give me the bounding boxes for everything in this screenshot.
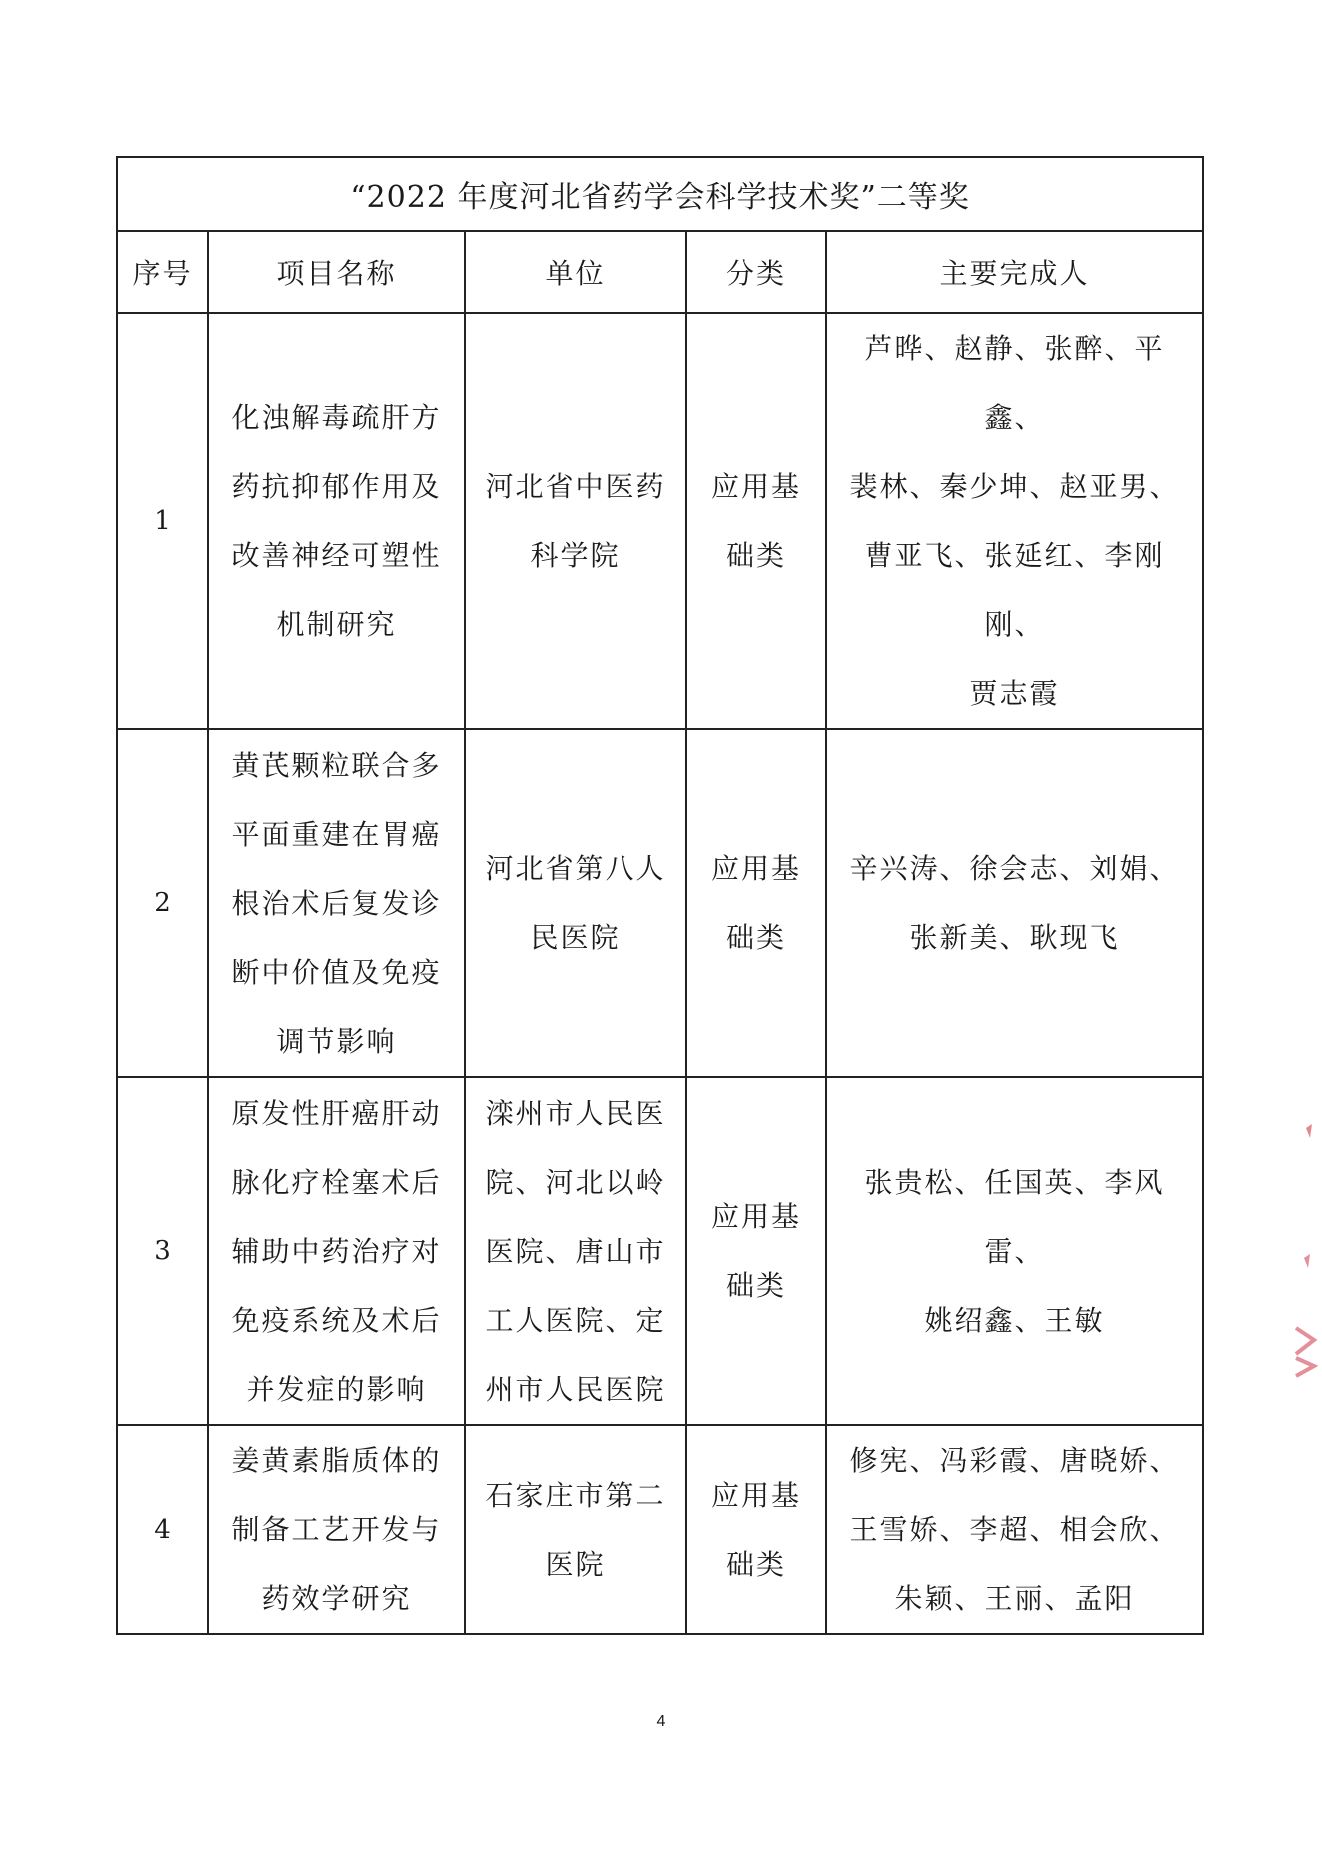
table-row [117,1077,1203,1425]
cell-people [826,1425,1203,1634]
cell-no: 1 [117,313,208,729]
cell-category-line: 础类 [725,539,786,572]
red-stamp-fragment [1292,1118,1318,1388]
cell-people-line: 张新美、耿现飞 [909,921,1120,954]
header-people: 主要完成人 [826,231,1203,313]
cell-project-line: 调节影响 [276,1024,397,1058]
cell-unit-line: 石家庄市第二 [485,1478,666,1512]
cell-category [686,313,826,729]
cell-project [208,1425,465,1634]
cell-people [826,1077,1203,1425]
cell-project-line: 辅助中药治疗对 [231,1234,442,1268]
cell-category [686,729,826,1077]
cell-project-line: 原发性肝癌肝动 [231,1096,442,1130]
cell-people [826,313,1203,729]
cell-unit-line: 河北省中医药 [485,470,666,503]
cell-category-line: 础类 [725,1269,786,1302]
table-body [117,313,1203,1634]
cell-project-line: 药抗抑郁作用及 [231,470,442,503]
cell-project-line: 根治术后复发诊 [231,886,442,920]
header-category: 分类 [686,231,826,313]
cell-unit-line: 院、河北以岭 [485,1165,666,1199]
cell-category [686,1425,826,1634]
cell-project-line: 断中价值及免疫 [231,955,442,989]
header-no: 序号 [117,231,208,313]
table-row [117,729,1203,1077]
cell-people-line: 姚绍鑫、王敏 [924,1303,1105,1337]
cell-category-line: 应用基 [710,1200,801,1233]
cell-unit [465,313,686,729]
cell-category-line: 础类 [725,1547,786,1581]
cell-project [208,729,465,1077]
header-project: 项目名称 [208,231,465,313]
cell-unit-line: 医院、唐山市 [485,1234,666,1268]
cell-project-line: 化浊解毒疏肝方 [231,401,442,434]
cell-project-line: 脉化疗栓塞术后 [231,1165,442,1199]
cell-people-line: 修宪、冯彩霞、唐晓娇、 [849,1444,1180,1477]
cell-project-line: 黄芪颗粒联合多 [231,748,442,782]
cell-unit-line: 工人医院、定 [485,1303,666,1337]
title-row [117,157,1203,231]
cell-project-line: 并发症的影响 [246,1372,427,1406]
cell-people [826,729,1203,1077]
cell-unit-line: 河北省第八人 [485,852,666,885]
cell-people-line: 贾志霞 [969,677,1060,710]
cell-category-line: 应用基 [710,470,801,503]
cell-project-line: 平面重建在胃癌 [231,817,442,851]
cell-people-line: 王雪娇、李超、相会欣、 [849,1513,1180,1546]
cell-project-line: 免疫系统及术后 [231,1303,442,1337]
cell-no: 3 [117,1077,208,1425]
cell-unit-line: 科学院 [530,539,621,572]
cell-unit [465,729,686,1077]
table-row [117,313,1203,729]
cell-unit [465,1077,686,1425]
table-row [117,1425,1203,1634]
cell-unit-line: 滦州市人民医 [485,1096,666,1130]
cell-people-line: 芦晔、赵静、张醉、平鑫、 [864,332,1165,434]
cell-no: 2 [117,729,208,1077]
cell-project-line: 药效学研究 [261,1582,412,1615]
cell-category-line: 础类 [725,921,786,954]
table-title: “2022 年度河北省药学会科学技术奖”二等奖 [117,157,1203,231]
page-number: 4 [656,1713,666,1730]
header-row [117,231,1203,313]
cell-unit-line: 民医院 [530,921,621,954]
cell-unit [465,1425,686,1634]
award-table [116,156,1204,1635]
cell-project [208,313,465,729]
cell-category-line: 应用基 [710,1478,801,1512]
cell-people-line: 张贵松、任国英、李风雷、 [864,1165,1165,1268]
cell-category [686,1077,826,1425]
header-unit: 单位 [465,231,686,313]
cell-project-line: 制备工艺开发与 [231,1513,442,1546]
cell-project-line: 机制研究 [276,608,397,641]
cell-project-line: 姜黄素脂质体的 [231,1444,442,1477]
cell-people-line: 朱颖、王丽、孟阳 [894,1582,1135,1615]
cell-project [208,1077,465,1425]
cell-unit-line: 医院 [545,1547,606,1581]
cell-people-line: 辛兴涛、徐会志、刘娟、 [849,852,1180,885]
cell-people-line: 曹亚飞、张延红、李刚刚、 [864,539,1165,641]
cell-project-line: 改善神经可塑性 [231,539,442,572]
cell-unit-line: 州市人民医院 [485,1372,666,1406]
cell-category-line: 应用基 [710,852,801,885]
cell-no: 4 [117,1425,208,1634]
cell-people-line: 裴林、秦少坤、赵亚男、 [849,470,1180,503]
